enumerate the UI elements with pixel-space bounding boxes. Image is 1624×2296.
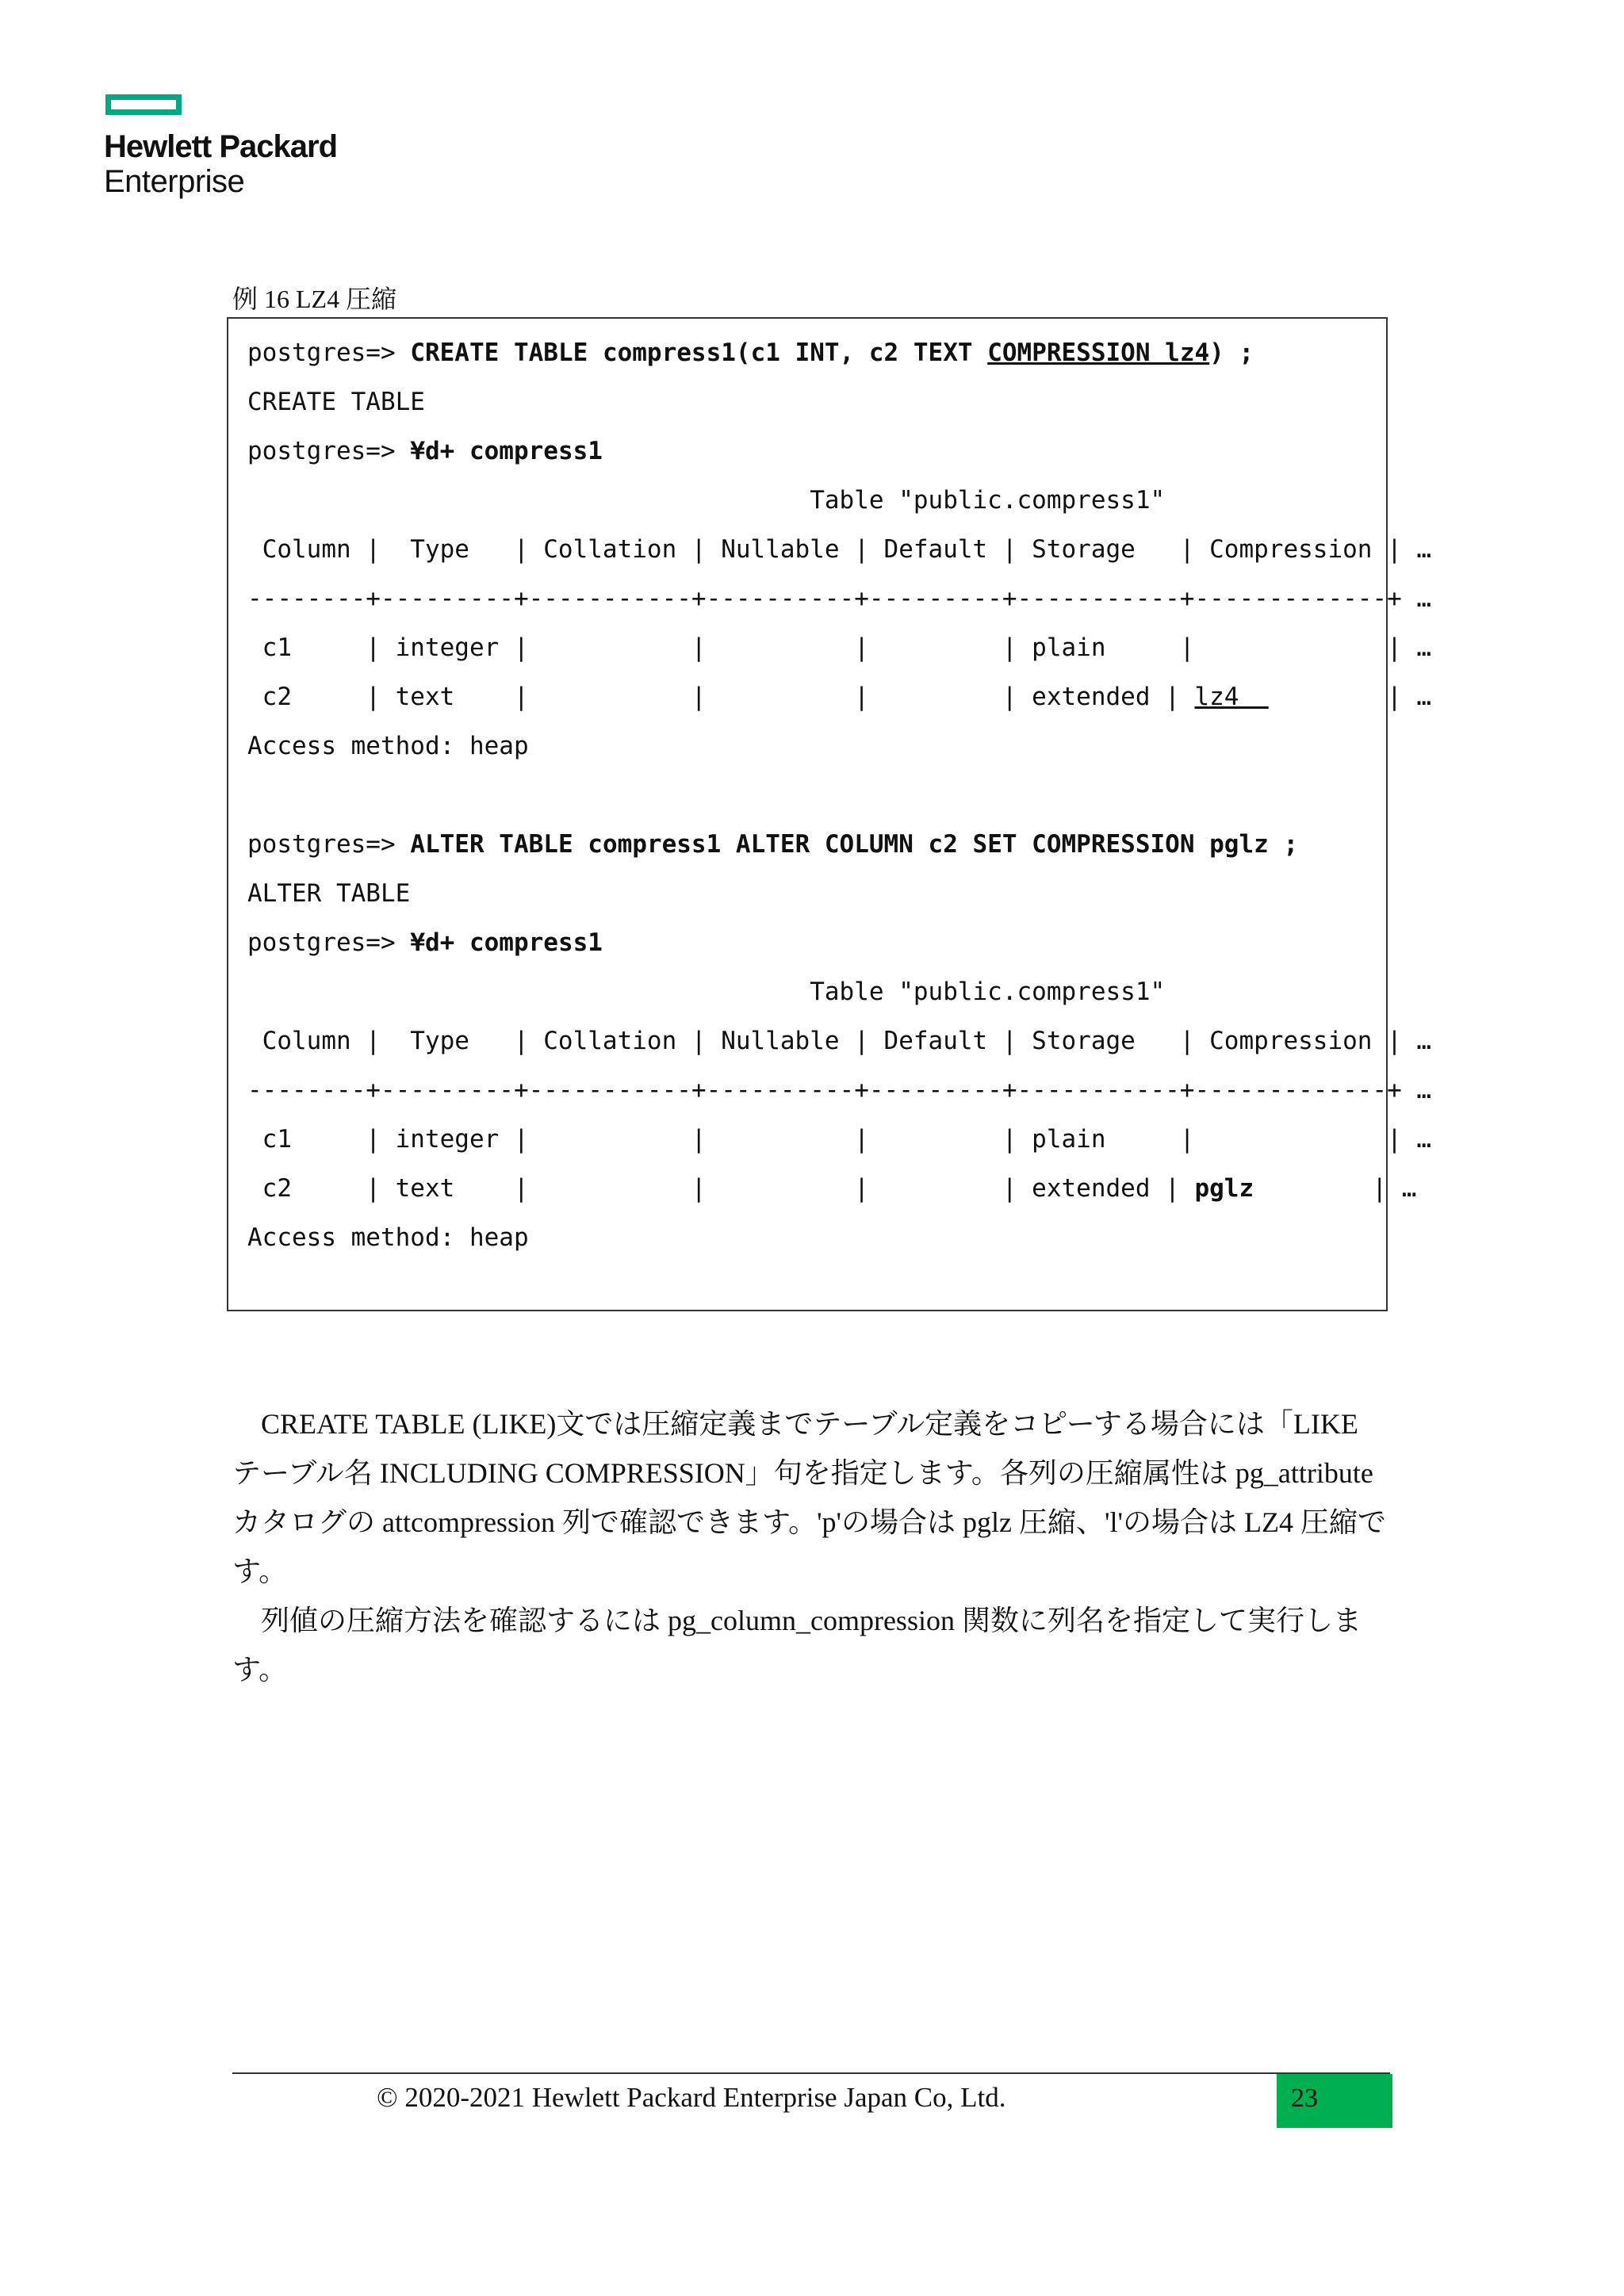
cmd: ¥d+ compress1 — [410, 928, 603, 957]
pre: c2 | text | | | | extended | — [247, 1174, 1195, 1203]
code-line — [247, 927, 603, 959]
prompt: postgres=> — [247, 339, 411, 367]
text: Access method: heap — [247, 1223, 529, 1252]
logo-text-line1: Hewlett Packard — [104, 129, 338, 164]
post: | … — [1268, 683, 1432, 711]
text: c1 | integer | | | | plain | | … — [247, 1125, 1432, 1154]
code-line — [247, 730, 529, 762]
cmd_u: COMPRESSION lz4 — [987, 339, 1210, 367]
code-line — [247, 1173, 1416, 1204]
text: Column | Type | Collation | Nullable | Default | Storage | Compression | … — [247, 1027, 1432, 1055]
code-line — [247, 1123, 1431, 1155]
body-paragraph-2: 列値の圧縮方法を確認するには pg_column_compression 関数に列名を指定して実行します。 — [232, 1605, 1362, 1686]
u: lz4 — [1194, 683, 1269, 711]
code-line — [247, 976, 1165, 1008]
code-line — [247, 435, 603, 467]
logo-text-line2: Enterprise — [104, 164, 245, 199]
tail: ) ; — [1209, 339, 1254, 367]
text: --------+---------+-----------+----------+---------+-----------+-------------+ … — [247, 1076, 1432, 1104]
code-line — [247, 1074, 1431, 1106]
pre: c2 | text | | | | extended | — [247, 683, 1195, 711]
text: Column | Type | Collation | Nullable | Default | Storage | Compression | … — [247, 535, 1432, 564]
text: Table "public.compress1" — [247, 978, 1166, 1006]
footer-copyright: © 2020-2021 Hewlett Packard Enterprise Japan Co, Ltd. — [377, 2082, 1006, 2113]
text: --------+---------+-----------+----------+---------+-----------+-------------+ … — [247, 584, 1432, 613]
text: ALTER TABLE — [247, 879, 411, 908]
code-line — [247, 1025, 1431, 1057]
prompt: postgres=> — [247, 928, 411, 957]
code-line — [247, 878, 410, 909]
code-line — [247, 534, 1431, 565]
page-number-box — [1277, 2074, 1392, 2128]
code-line — [247, 583, 1431, 614]
text: c1 | integer | | | | plain | | … — [247, 633, 1432, 662]
prompt: postgres=> — [247, 437, 411, 465]
example-caption: 例 16 LZ4 圧縮 — [232, 285, 397, 313]
text: Table "public.compress1" — [247, 486, 1166, 515]
b: pglz — [1194, 1174, 1254, 1203]
text: CREATE TABLE — [247, 388, 425, 416]
hpe-logo-bar — [105, 94, 182, 115]
page-number: 23 — [1291, 2084, 1318, 2113]
cmd: CREATE TABLE compress1(c1 INT, c2 TEXT — [410, 339, 988, 367]
code-line — [247, 484, 1165, 516]
code-line — [247, 337, 1254, 369]
code-line — [247, 828, 1298, 860]
code-line — [247, 386, 425, 418]
cmd: ALTER TABLE compress1 ALTER COLUMN c2 SET COMPRESSION pglz ; — [410, 830, 1299, 859]
post: | … — [1254, 1174, 1417, 1203]
footer-rule — [232, 2072, 1390, 2074]
code-line — [247, 1222, 529, 1253]
cmd: ¥d+ compress1 — [410, 437, 603, 465]
code-line — [247, 681, 1431, 713]
body-paragraph-1: CREATE TABLE (LIKE)文では圧縮定義までテーブル定義をコピーする場合には「LIKE テーブル名 INCLUDING COMPRESSION」句を指定します。各列の圧縮属性は pg_attribute カタログの attcompression 列で確認できます。'p'の場合は pglz 圧縮、'l'の場合は LZ4 圧縮です。 — [232, 1408, 1386, 1587]
prompt: postgres=> — [247, 830, 411, 859]
code-line — [247, 632, 1431, 664]
text: Access method: heap — [247, 732, 529, 760]
